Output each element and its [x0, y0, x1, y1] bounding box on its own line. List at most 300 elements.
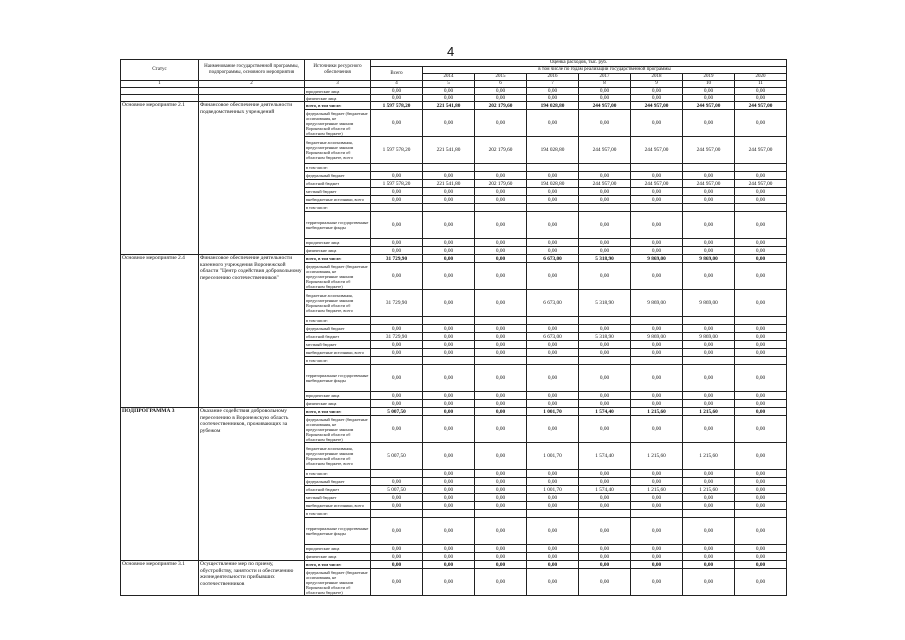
- value-cell: 0,00: [683, 494, 735, 502]
- value-cell: 0,00: [371, 95, 423, 102]
- value-cell: [423, 164, 475, 172]
- value-cell: 1 597 578,20: [371, 180, 423, 188]
- value-cell: 0,00: [579, 569, 631, 596]
- value-cell: 0,00: [631, 110, 683, 137]
- value-cell: 0,00: [475, 212, 527, 239]
- value-cell: 0,00: [683, 365, 735, 392]
- value-cell: 0,00: [527, 341, 579, 349]
- page-number: 4: [447, 44, 455, 59]
- value-cell: 5 318,90: [579, 255, 631, 263]
- value-cell: 0,00: [683, 110, 735, 137]
- value-cell: 202 179,60: [475, 180, 527, 188]
- value-cell: 0,00: [423, 188, 475, 196]
- value-cell: [735, 164, 787, 172]
- value-cell: 0,00: [371, 502, 423, 510]
- header-column-number: 7: [527, 81, 579, 88]
- value-cell: 244 957,00: [579, 137, 631, 164]
- source-cell: областной бюджет: [305, 486, 371, 494]
- value-cell: 0,00: [735, 561, 787, 569]
- value-cell: 0,00: [475, 95, 527, 102]
- value-cell: 0,00: [579, 212, 631, 239]
- value-cell: 0,00: [371, 392, 423, 400]
- value-cell: 0,00: [475, 263, 527, 290]
- value-cell: 0,00: [527, 172, 579, 180]
- value-cell: 0,00: [631, 88, 683, 95]
- value-cell: 0,00: [579, 392, 631, 400]
- value-cell: 0,00: [423, 325, 475, 333]
- program-name-cell: Осуществление мер по приему, обустройству, занятости и обеспечению жизнедеятельности прибывших соотечественников: [199, 561, 305, 596]
- value-cell: 0,00: [735, 494, 787, 502]
- value-cell: [579, 317, 631, 325]
- value-cell: 31 729,90: [371, 290, 423, 317]
- source-cell: в том числе:: [305, 164, 371, 172]
- value-cell: 0,00: [423, 545, 475, 553]
- value-cell: 0,00: [371, 365, 423, 392]
- value-cell: [371, 357, 423, 365]
- value-cell: 0,00: [735, 416, 787, 443]
- value-cell: 0,00: [475, 502, 527, 510]
- value-cell: 0,00: [735, 392, 787, 400]
- value-cell: 0,00: [579, 416, 631, 443]
- value-cell: 5 007,50: [371, 486, 423, 494]
- value-cell: 0,00: [579, 400, 631, 408]
- source-cell: физические лица: [305, 400, 371, 408]
- value-cell: 244 957,00: [735, 102, 787, 110]
- value-cell: 0,00: [527, 561, 579, 569]
- value-cell: 0,00: [735, 553, 787, 561]
- value-cell: [631, 510, 683, 518]
- value-cell: [475, 204, 527, 212]
- value-cell: 0,00: [475, 196, 527, 204]
- value-cell: 0,00: [631, 239, 683, 247]
- value-cell: [371, 164, 423, 172]
- value-cell: 0,00: [475, 569, 527, 596]
- value-cell: 0,00: [527, 494, 579, 502]
- value-cell: [371, 510, 423, 518]
- value-cell: 9 869,00: [683, 255, 735, 263]
- value-cell: 1 574,40: [579, 486, 631, 494]
- value-cell: 0,00: [735, 247, 787, 255]
- table-body: [121, 88, 787, 596]
- value-cell: 0,00: [371, 263, 423, 290]
- header-column-number: 4: [371, 81, 423, 88]
- value-cell: 0,00: [579, 553, 631, 561]
- value-cell: 0,00: [475, 239, 527, 247]
- value-cell: 0,00: [527, 416, 579, 443]
- value-cell: 0,00: [371, 349, 423, 357]
- value-cell: 0,00: [423, 392, 475, 400]
- value-cell: 0,00: [475, 349, 527, 357]
- header-year: 2017: [579, 74, 631, 81]
- header-column-number: 8: [579, 81, 631, 88]
- value-cell: 194 028,80: [527, 137, 579, 164]
- value-cell: 0,00: [735, 325, 787, 333]
- source-cell: местный бюджет: [305, 341, 371, 349]
- value-cell: [579, 164, 631, 172]
- value-cell: 0,00: [475, 88, 527, 95]
- value-cell: 0,00: [735, 545, 787, 553]
- source-cell: федеральный бюджет (бюджетные ассигнования, не предусмотренные законом Воронежской области об областном бюджете): [305, 263, 371, 290]
- value-cell: 0,00: [527, 502, 579, 510]
- value-cell: 0,00: [683, 561, 735, 569]
- value-cell: 0,00: [579, 325, 631, 333]
- header-total: Всего: [371, 67, 423, 81]
- value-cell: 1 001,70: [527, 408, 579, 416]
- source-cell: федеральный бюджет: [305, 172, 371, 180]
- value-cell: 0,00: [527, 478, 579, 486]
- value-cell: 0,00: [371, 545, 423, 553]
- value-cell: [371, 470, 423, 478]
- value-cell: [579, 510, 631, 518]
- value-cell: 0,00: [683, 263, 735, 290]
- value-cell: 0,00: [423, 88, 475, 95]
- value-cell: 0,00: [475, 333, 527, 341]
- value-cell: 244 957,00: [683, 180, 735, 188]
- source-cell: всего, в том числе:: [305, 102, 371, 110]
- value-cell: 0,00: [683, 188, 735, 196]
- value-cell: [527, 204, 579, 212]
- source-cell: физические лица: [305, 95, 371, 102]
- value-cell: 0,00: [527, 188, 579, 196]
- value-cell: 0,00: [735, 88, 787, 95]
- value-cell: 0,00: [371, 88, 423, 95]
- value-cell: 0,00: [423, 212, 475, 239]
- value-cell: [683, 510, 735, 518]
- value-cell: 0,00: [631, 188, 683, 196]
- value-cell: 0,00: [423, 553, 475, 561]
- value-cell: 1 597 578,20: [371, 137, 423, 164]
- value-cell: 0,00: [371, 196, 423, 204]
- value-cell: 0,00: [683, 172, 735, 180]
- header-year: 2019: [683, 74, 735, 81]
- value-cell: 5 318,90: [579, 333, 631, 341]
- value-cell: 0,00: [527, 239, 579, 247]
- value-cell: 5 007,50: [371, 408, 423, 416]
- value-cell: 244 957,00: [579, 180, 631, 188]
- empty-cell: [199, 88, 305, 95]
- value-cell: 0,00: [735, 239, 787, 247]
- value-cell: 0,00: [475, 325, 527, 333]
- value-cell: 0,00: [579, 365, 631, 392]
- value-cell: 0,00: [579, 341, 631, 349]
- header-column-number: 5: [423, 81, 475, 88]
- value-cell: [371, 317, 423, 325]
- empty-cell: [121, 88, 199, 95]
- value-cell: 6 673,00: [527, 255, 579, 263]
- value-cell: 0,00: [475, 247, 527, 255]
- status-cell: ПОДПРОГРАММА 3: [121, 408, 199, 561]
- value-cell: 0,00: [423, 349, 475, 357]
- value-cell: 9 869,00: [631, 255, 683, 263]
- source-cell: внебюджетные источники, всего: [305, 502, 371, 510]
- value-cell: [579, 357, 631, 365]
- value-cell: 0,00: [631, 545, 683, 553]
- value-cell: 0,00: [423, 196, 475, 204]
- value-cell: 244 957,00: [735, 180, 787, 188]
- value-cell: 0,00: [683, 239, 735, 247]
- value-cell: 0,00: [683, 470, 735, 478]
- value-cell: [683, 204, 735, 212]
- value-cell: 0,00: [631, 365, 683, 392]
- value-cell: 194 028,80: [527, 102, 579, 110]
- value-cell: [423, 204, 475, 212]
- program-name-cell: Оказание содействия добровольному переселению в Воронежскую область соотечественников, проживающих за рубежом: [199, 408, 305, 561]
- source-cell: федеральный бюджет (бюджетные ассигнования, не предусмотренные законом Воронежской области об областном бюджете): [305, 569, 371, 596]
- source-cell: бюджетные ассигнования, предусмотренные законом Воронежской области об областном бюджете, всего: [305, 443, 371, 470]
- value-cell: 0,00: [371, 325, 423, 333]
- value-cell: 0,00: [475, 400, 527, 408]
- value-cell: 0,00: [475, 365, 527, 392]
- value-cell: 244 957,00: [579, 102, 631, 110]
- value-cell: 0,00: [527, 545, 579, 553]
- value-cell: 194 028,80: [527, 180, 579, 188]
- value-cell: 6 673,00: [527, 290, 579, 317]
- status-cell: Основное мероприятие 2.1: [121, 102, 199, 255]
- value-cell: 202 179,60: [475, 102, 527, 110]
- value-cell: 31 729,90: [371, 333, 423, 341]
- value-cell: 0,00: [371, 416, 423, 443]
- value-cell: 0,00: [683, 545, 735, 553]
- status-cell: Основное мероприятие 3.1: [121, 561, 199, 596]
- value-cell: 0,00: [631, 263, 683, 290]
- value-cell: 0,00: [579, 470, 631, 478]
- value-cell: 0,00: [371, 494, 423, 502]
- value-cell: 0,00: [683, 95, 735, 102]
- value-cell: 0,00: [683, 518, 735, 545]
- value-cell: 0,00: [527, 325, 579, 333]
- value-cell: 0,00: [631, 212, 683, 239]
- value-cell: [631, 317, 683, 325]
- value-cell: 0,00: [683, 212, 735, 239]
- source-cell: бюджетные ассигнования, предусмотренные законом Воронежской области об областном бюджете, всего: [305, 137, 371, 164]
- source-cell: внебюджетные источники, всего: [305, 349, 371, 357]
- source-cell: физические лица: [305, 553, 371, 561]
- source-cell: федеральный бюджет (бюджетные ассигнования, не предусмотренные законом Воронежской области об областном бюджете): [305, 416, 371, 443]
- header-by-years: в том числе по годам реализации государственной программы: [423, 67, 787, 74]
- source-cell: всего, в том числе:: [305, 408, 371, 416]
- value-cell: 0,00: [371, 569, 423, 596]
- header-column-number: 1: [121, 81, 199, 88]
- value-cell: 0,00: [579, 196, 631, 204]
- value-cell: 0,00: [631, 247, 683, 255]
- value-cell: [631, 357, 683, 365]
- value-cell: [423, 357, 475, 365]
- value-cell: 0,00: [631, 494, 683, 502]
- source-cell: бюджетные ассигнования, предусмотренные законом Воронежской области об областном бюджете, всего: [305, 290, 371, 317]
- value-cell: 9 869,00: [683, 290, 735, 317]
- value-cell: 0,00: [579, 188, 631, 196]
- value-cell: 9 869,00: [631, 290, 683, 317]
- value-cell: 0,00: [631, 518, 683, 545]
- value-cell: 0,00: [371, 553, 423, 561]
- value-cell: 0,00: [475, 110, 527, 137]
- value-cell: 0,00: [735, 110, 787, 137]
- value-cell: 0,00: [631, 502, 683, 510]
- source-cell: в том числе:: [305, 470, 371, 478]
- header-column-number: 6: [475, 81, 527, 88]
- value-cell: 0,00: [735, 263, 787, 290]
- value-cell: [631, 164, 683, 172]
- value-cell: 0,00: [371, 478, 423, 486]
- value-cell: 0,00: [527, 553, 579, 561]
- value-cell: 0,00: [527, 263, 579, 290]
- value-cell: 0,00: [683, 400, 735, 408]
- value-cell: 0,00: [579, 494, 631, 502]
- value-cell: 5 318,90: [579, 290, 631, 317]
- value-cell: 0,00: [371, 110, 423, 137]
- value-cell: 6 673,00: [527, 333, 579, 341]
- value-cell: 0,00: [735, 443, 787, 470]
- value-cell: 0,00: [475, 561, 527, 569]
- value-cell: 0,00: [423, 561, 475, 569]
- value-cell: [371, 204, 423, 212]
- value-cell: 0,00: [631, 95, 683, 102]
- value-cell: [527, 317, 579, 325]
- value-cell: 0,00: [631, 478, 683, 486]
- value-cell: [683, 164, 735, 172]
- value-cell: 0,00: [423, 518, 475, 545]
- value-cell: 244 957,00: [631, 180, 683, 188]
- header-estimate: Оценка расходов, тыс. руб.: [371, 60, 787, 67]
- value-cell: 0,00: [735, 518, 787, 545]
- value-cell: 0,00: [423, 478, 475, 486]
- value-cell: 0,00: [527, 392, 579, 400]
- value-cell: 0,00: [631, 470, 683, 478]
- source-cell: всего, в том числе:: [305, 255, 371, 263]
- value-cell: 0,00: [579, 561, 631, 569]
- value-cell: 0,00: [527, 365, 579, 392]
- table-row: [121, 102, 787, 110]
- value-cell: 0,00: [735, 341, 787, 349]
- value-cell: 0,00: [579, 263, 631, 290]
- value-cell: 0,00: [475, 416, 527, 443]
- value-cell: 1 574,40: [579, 408, 631, 416]
- value-cell: 0,00: [735, 365, 787, 392]
- value-cell: 221 541,80: [423, 102, 475, 110]
- source-cell: в том числе:: [305, 357, 371, 365]
- value-cell: 221 541,80: [423, 137, 475, 164]
- value-cell: 0,00: [423, 95, 475, 102]
- value-cell: 0,00: [423, 416, 475, 443]
- table-header: [121, 60, 787, 88]
- value-cell: 0,00: [735, 95, 787, 102]
- value-cell: 0,00: [423, 365, 475, 392]
- value-cell: [423, 317, 475, 325]
- table-row: [121, 408, 787, 416]
- value-cell: 0,00: [423, 486, 475, 494]
- value-cell: [579, 204, 631, 212]
- value-cell: 0,00: [475, 188, 527, 196]
- value-cell: 0,00: [371, 518, 423, 545]
- value-cell: [735, 357, 787, 365]
- table-row: [121, 255, 787, 263]
- value-cell: 0,00: [579, 95, 631, 102]
- source-cell: областной бюджет: [305, 180, 371, 188]
- value-cell: 0,00: [371, 239, 423, 247]
- value-cell: 0,00: [735, 212, 787, 239]
- value-cell: 244 957,00: [683, 102, 735, 110]
- value-cell: 0,00: [527, 569, 579, 596]
- value-cell: 0,00: [579, 518, 631, 545]
- value-cell: 0,00: [631, 561, 683, 569]
- value-cell: 0,00: [423, 408, 475, 416]
- header-name: Наименование государственной программы, подпрограммы, основного мероприятия: [199, 60, 305, 81]
- source-cell: всего, в том числе:: [305, 561, 371, 569]
- value-cell: 0,00: [527, 518, 579, 545]
- value-cell: [735, 204, 787, 212]
- value-cell: 0,00: [423, 400, 475, 408]
- value-cell: 0,00: [579, 478, 631, 486]
- value-cell: [475, 164, 527, 172]
- value-cell: 0,00: [527, 400, 579, 408]
- value-cell: 0,00: [735, 333, 787, 341]
- value-cell: 0,00: [475, 518, 527, 545]
- header-year: 2014: [423, 74, 475, 81]
- value-cell: 0,00: [735, 486, 787, 494]
- value-cell: 0,00: [683, 553, 735, 561]
- value-cell: 0,00: [735, 255, 787, 263]
- value-cell: 0,00: [527, 110, 579, 137]
- value-cell: [475, 357, 527, 365]
- value-cell: [475, 317, 527, 325]
- value-cell: 0,00: [423, 239, 475, 247]
- value-cell: 0,00: [371, 247, 423, 255]
- value-cell: 31 729,90: [371, 255, 423, 263]
- budget-table-container: [120, 59, 786, 596]
- value-cell: 244 957,00: [631, 137, 683, 164]
- value-cell: 0,00: [475, 341, 527, 349]
- value-cell: 0,00: [735, 349, 787, 357]
- value-cell: 0,00: [735, 478, 787, 486]
- value-cell: 0,00: [527, 95, 579, 102]
- value-cell: 0,00: [735, 502, 787, 510]
- source-cell: в том числе:: [305, 510, 371, 518]
- source-cell: внебюджетные источники, всего: [305, 196, 371, 204]
- value-cell: [683, 357, 735, 365]
- value-cell: [527, 164, 579, 172]
- value-cell: 0,00: [579, 502, 631, 510]
- value-cell: 0,00: [735, 400, 787, 408]
- value-cell: 0,00: [735, 408, 787, 416]
- status-cell: Основное мероприятие 2.4: [121, 255, 199, 408]
- value-cell: 0,00: [683, 478, 735, 486]
- value-cell: 0,00: [735, 196, 787, 204]
- program-name-cell: Финансовое обеспечение деятельности подведомственных учреждений: [199, 102, 305, 255]
- value-cell: 0,00: [475, 545, 527, 553]
- value-cell: [735, 317, 787, 325]
- value-cell: [527, 357, 579, 365]
- value-cell: 0,00: [371, 212, 423, 239]
- value-cell: 0,00: [371, 188, 423, 196]
- header-year: 2015: [475, 74, 527, 81]
- value-cell: 0,00: [631, 172, 683, 180]
- value-cell: 0,00: [475, 478, 527, 486]
- source-cell: юридические лица: [305, 392, 371, 400]
- value-cell: 0,00: [683, 569, 735, 596]
- value-cell: 0,00: [423, 470, 475, 478]
- value-cell: 0,00: [423, 341, 475, 349]
- value-cell: 0,00: [735, 470, 787, 478]
- source-cell: юридические лица: [305, 239, 371, 247]
- value-cell: 0,00: [423, 255, 475, 263]
- source-cell: федеральный бюджет (бюджетные ассигнования, не предусмотренные законом Воронежской области об областном бюджете): [305, 110, 371, 137]
- source-cell: юридические лица: [305, 545, 371, 553]
- value-cell: 0,00: [683, 392, 735, 400]
- header-column-number: 11: [735, 81, 787, 88]
- value-cell: 0,00: [527, 212, 579, 239]
- value-cell: 1 215,60: [631, 443, 683, 470]
- header-source: Источники ресурсного обеспечения: [305, 60, 371, 81]
